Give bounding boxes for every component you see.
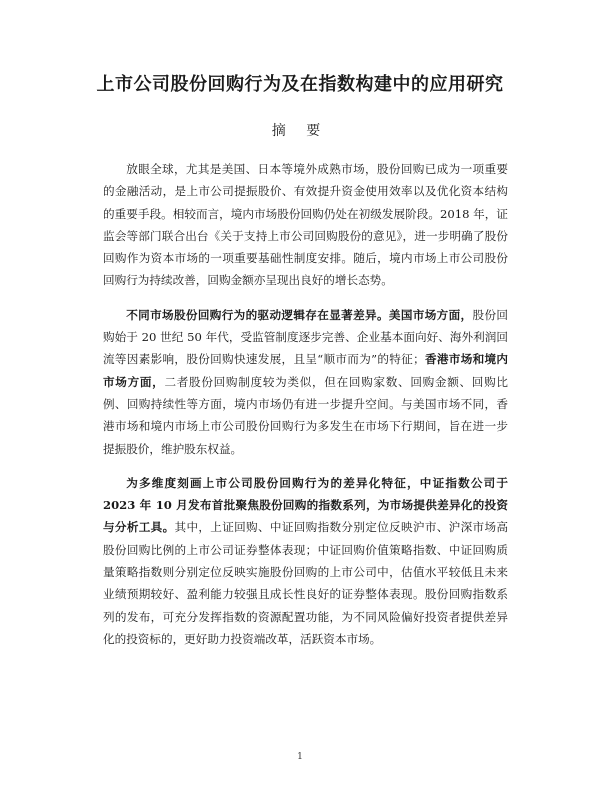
- document-title: 上市公司股份回购行为及在指数构建中的应用研究: [96, 74, 504, 95]
- abstract-paragraph-3: [103, 472, 508, 650]
- abstract-heading: 摘 要: [271, 123, 329, 139]
- paragraph-text: 股份回购始于 20 世纪 50 年代，受监管制度逐步完善、企业基本面向好、海外利润回流等因素影响，股份回购快速发展，且呈“顺市而为”的特征；: [103, 307, 508, 367]
- paragraph-bold-lead: 不同市场股份回购行为的驱动逻辑存在显著差异。美国市场方面，: [126, 307, 473, 322]
- abstract-paragraph-2: [103, 304, 508, 460]
- paragraph-bold-lead: 为多维度刻画上市公司股份回购行为的差异化特征，中证指数公司于 2023 年 10 月发布首批聚焦股份回购的指数系列，为市场提供差异化的投资与分析工具。: [103, 475, 508, 535]
- paragraph-text: 放眼全球，尤其是美国、日本等境外成熟市场，股份回购已成为一项重要的金融活动，是上市公司提振股价、有效提升资金使用效率以及优化资本结构的重要手段。相较而言，境内市场股份回购仍处在初级发展阶段。2018 年，证监会等部门联合出台《关于支持上市公司回购股份的意见》，进一步明确了股份回购作为资本市场的一项重要基础性制度安排。随后，境内市场上市公司股份回购行为持续改善，回购金额亦呈现出良好的增长态势。: [103, 162, 508, 288]
- paragraph-text-continued: 二者股份回购制度较为类似，但在回购家数、回购金额、回购比例、回购持续性等方面，境内市场仍有进一步提升空间。与美国市场不同，香港市场和境内市场上市公司股份回购行为多发生在市场下行期间，旨在进一步提振股价，维护股东权益。: [103, 374, 508, 456]
- paragraph-bold-mid: 香港市场和境内市场方面，: [103, 352, 508, 389]
- abstract-paragraph-1: [103, 158, 508, 292]
- abstract-body: [103, 158, 508, 662]
- page-number: 1: [297, 752, 303, 762]
- paragraph-text: 其中，上证回购、中证回购指数分别定位反映沪市、沪深市场高股份回购比例的上市公司证券整体表现；中证回购价值策略指数、中证回购质量策略指数则分别定位反映实施股份回购的上市公司中，估值水平较低且未来业绩预期较好、盈利能力较强且成长性良好的证券整体表现。股份回购指数系列的发布，可充分发挥指数的资源配置功能，为不同风险偏好投资者提供差异化的投资标的，更好助力投资端改革，活跃资本市场。: [103, 520, 508, 646]
